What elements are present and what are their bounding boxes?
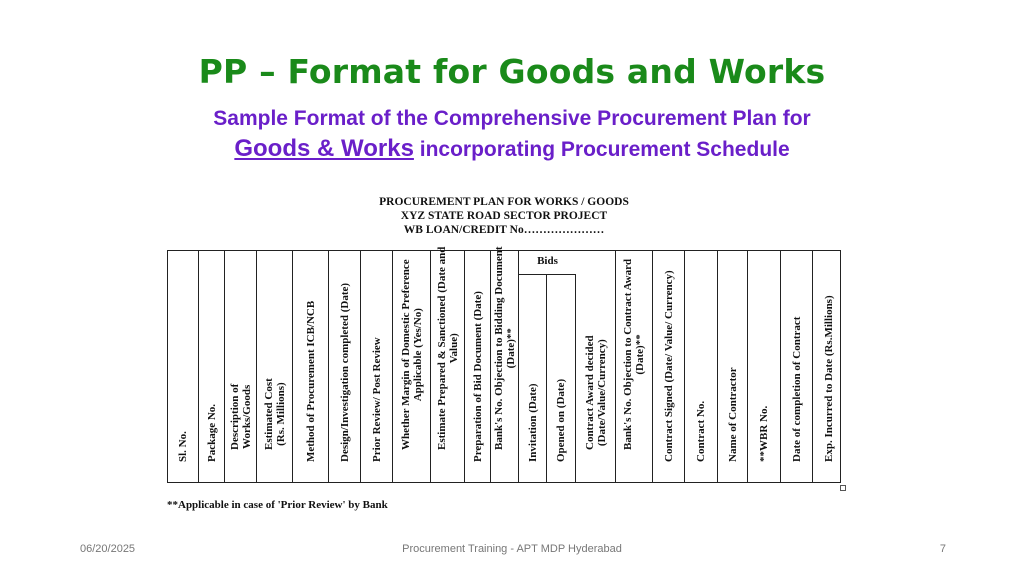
- column-header-text: Contract Award decided (Date/Value/Currency): [583, 335, 608, 450]
- table-column-header: [465, 251, 491, 482]
- column-header-text: Contract No.: [695, 400, 707, 462]
- column-header-text: Bank's No. Objection to Bidding Document (Date)**: [492, 246, 517, 450]
- procurement-plan-heading: [330, 195, 678, 237]
- table-column-header: [616, 251, 653, 482]
- table-column-header: [576, 251, 616, 482]
- table-column-header: [431, 246, 465, 482]
- bids-group-divider: [519, 274, 576, 275]
- column-header-text: Date of completion of Contract: [790, 316, 803, 462]
- footer-page-number: 7: [939, 543, 946, 555]
- column-header-text: Name of Contractor: [726, 367, 739, 462]
- plan-heading-3: WB LOAN/CREDIT No…………………: [403, 224, 605, 236]
- table-footnote: **Applicable in case of 'Prior Review' by Bank: [167, 499, 388, 511]
- column-header-text: Method of Procurement ICB/NCB: [304, 300, 317, 462]
- table-column-header: [781, 251, 813, 482]
- plan-heading-2: XYZ STATE ROAD SECTOR PROJECT: [400, 210, 608, 222]
- column-header-text: Design/Investigation completed (Date): [338, 282, 351, 462]
- table-column-header: [547, 274, 576, 482]
- column-header-text: Exp. Incurred to Date (Rs.Millions): [822, 295, 835, 462]
- plan-heading-1: PROCUREMENT PLAN FOR WORKS / GOODS: [379, 196, 629, 208]
- table-column-header: [293, 251, 329, 482]
- table-column-header: [393, 251, 431, 482]
- subtitle-highlight: Goods & Works: [234, 135, 414, 162]
- subtitle-line-2: [0, 134, 1024, 165]
- table-column-header: [718, 251, 748, 482]
- table-column-header: [519, 274, 547, 482]
- corner-marker: [840, 485, 846, 491]
- column-header-text: Invitation (Date): [526, 383, 539, 462]
- column-header-text: Estimate Prepared & Sanctioned (Date and Value): [435, 246, 460, 450]
- slide-title: PP – Format for Goods and Works: [198, 52, 826, 91]
- column-header-text: Contract Signed (Date/ Value/ Currency): [662, 270, 675, 462]
- bids-group-label: Bids: [537, 255, 558, 267]
- subtitle-rest: incorporating Procurement Schedule: [413, 138, 790, 161]
- column-header-text: **WBR No.: [758, 405, 770, 462]
- column-header-text: Description of Works/Goods: [228, 383, 253, 450]
- slide-subtitle: [0, 104, 1024, 165]
- table-column-header: [685, 251, 718, 482]
- column-header-text: Opened on (Date): [555, 378, 567, 462]
- footer-date: 06/20/2025: [80, 543, 136, 555]
- procurement-plan-table: [167, 246, 841, 483]
- column-header-text: Sl. No.: [177, 431, 189, 462]
- table-column-header: [329, 251, 361, 482]
- table-column-header: [225, 251, 257, 482]
- column-header-text: Prior Review/ Post Review: [370, 337, 383, 462]
- footer-center-text: Procurement Training - APT MDP Hyderabad: [402, 543, 622, 555]
- table-column-header: [748, 251, 781, 482]
- table-column-header: [813, 251, 844, 482]
- table-column-header: [168, 251, 199, 482]
- table-column-header: [361, 251, 393, 482]
- column-header-text: Preparation of Bid Document (Date): [471, 291, 484, 462]
- table-column-header: [653, 251, 685, 482]
- table-column-header: [199, 251, 225, 482]
- column-header-text: Estimated Cost (Rs. Millions): [262, 378, 287, 450]
- column-header-text: Package No.: [205, 403, 218, 462]
- subtitle-line-1: Sample Format of the Comprehensive Procurement Plan for: [213, 107, 811, 130]
- table-column-header: [491, 246, 519, 482]
- table-column-header: [257, 251, 293, 482]
- column-header-text: Whether Margin of Domestic Preference Applicable (Yes/No): [399, 259, 424, 450]
- column-header-text: Bank's No. Objection to Contract Award (Date)**: [622, 258, 646, 450]
